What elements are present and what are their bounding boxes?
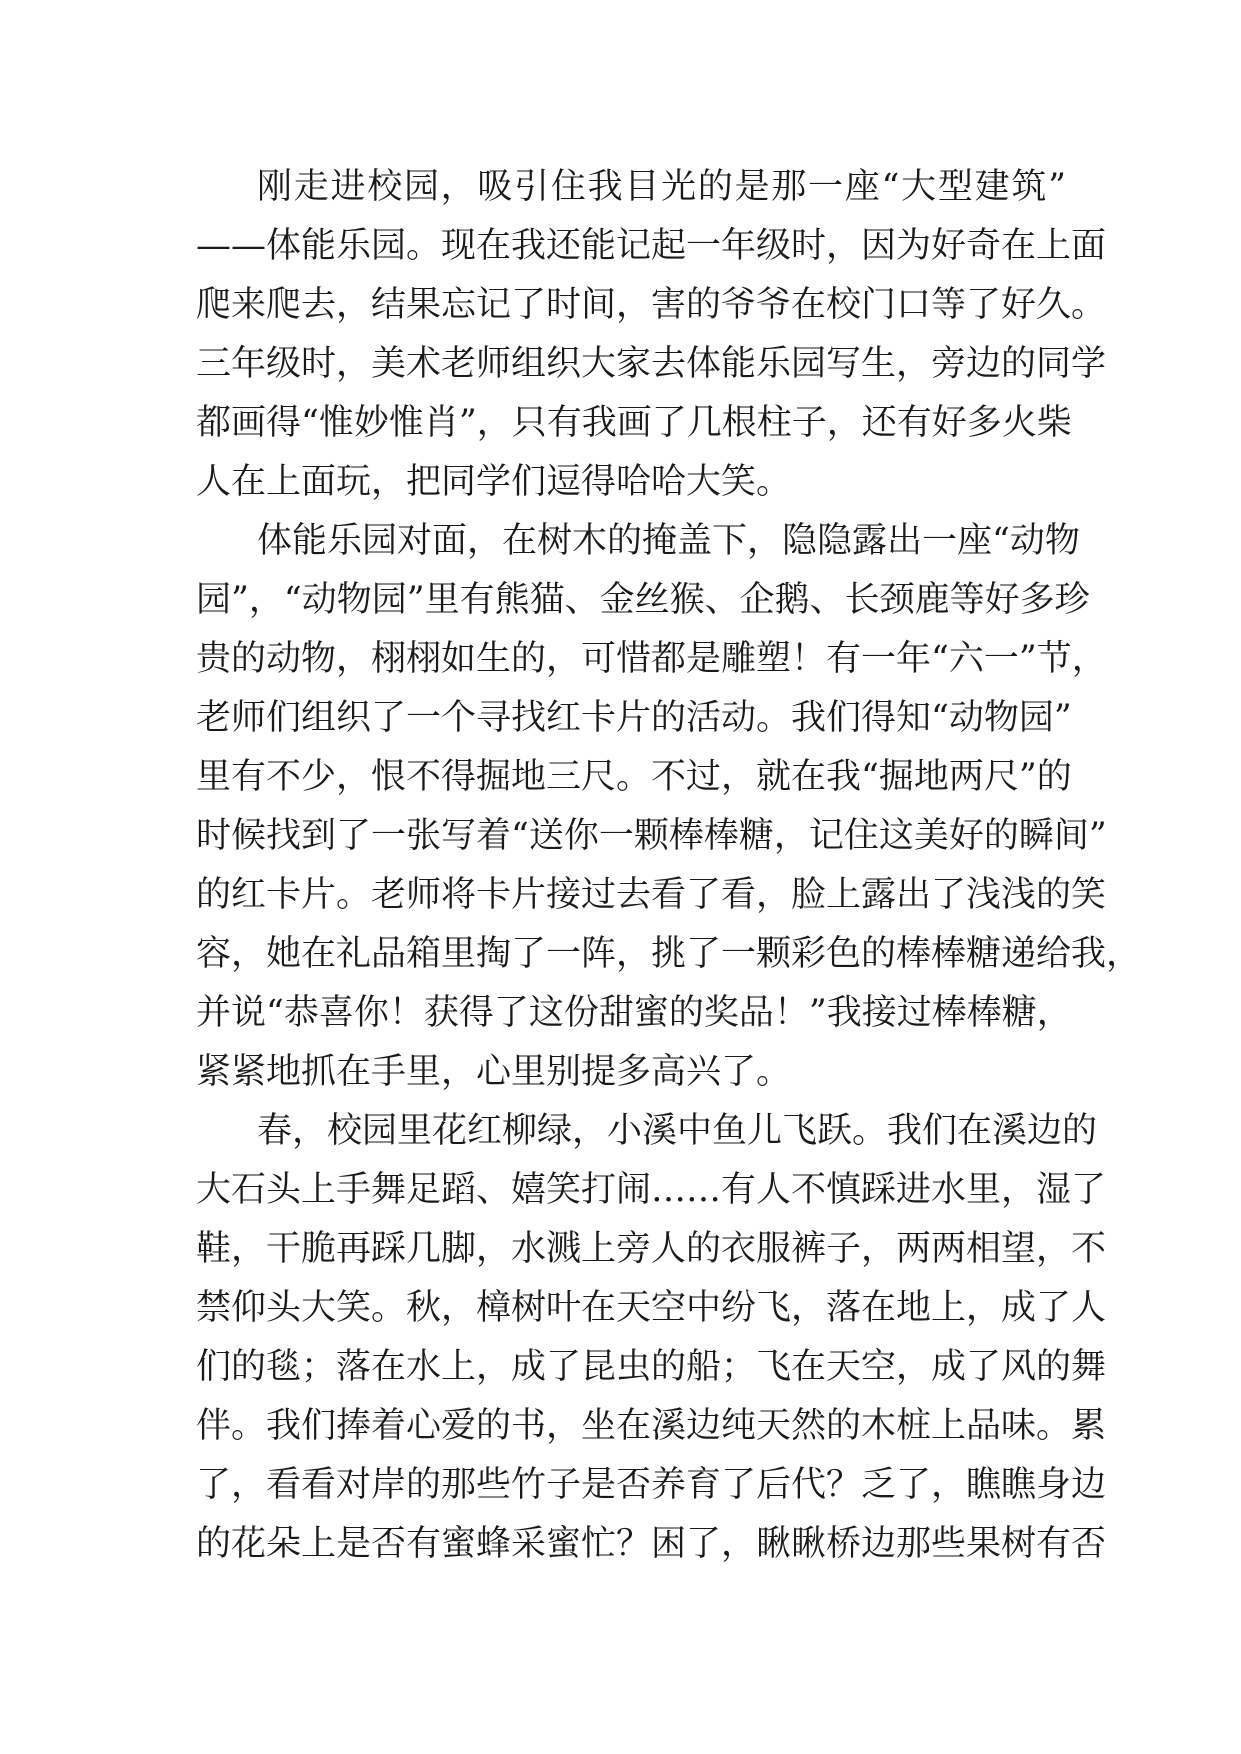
text-line: 老师们组织了一个寻找红卡片的活动。我们得知“动物园” [196, 698, 1072, 738]
text-line: 容，她在礼品箱里掏了一阵，挑了一颗彩色的棒棒糖递给我， [196, 934, 1142, 974]
text-line: 三年级时，美术老师组织大家去体能乐园写生，旁边的同学 [196, 344, 1107, 384]
text-line: 并说“恭喜你！获得了这份甜蜜的奖品！”我接过棒棒糖， [196, 993, 1072, 1033]
paragraph-zoo [196, 512, 1142, 1102]
text-line: 春，校园里花红柳绿，小溪中鱼儿飞跃。我们在溪边的 [257, 1111, 1098, 1151]
text-line: 的花朵上是否有蜜蜂采蜜忙？困了，瞅瞅桥边那些果树有否 [196, 1524, 1107, 1564]
text-line: 贵的动物，栩栩如生的，可惜都是雕塑！有一年“六一”节， [196, 639, 1107, 679]
text-line: 的红卡片。老师将卡片接过去看了看，脸上露出了浅浅的笑 [196, 875, 1107, 915]
essay-body [196, 158, 1142, 1574]
text-line: 们的毯；落在水上，成了昆虫的船；飞在天空，成了风的舞 [196, 1347, 1107, 1387]
text-line: 人在上面玩，把同学们逗得哈哈大笑。 [196, 462, 792, 502]
text-line: 刚走进校园，吸引住我目光的是那一座“大型建筑” [257, 167, 1066, 207]
text-line: 伴。我们捧着心爱的书，坐在溪边纯天然的木桩上品味。累 [196, 1406, 1107, 1446]
paragraph-playground [196, 158, 1107, 512]
text-line: 鞋，干脆再踩几脚，水溅上旁人的衣服裤子，两两相望，不 [196, 1229, 1107, 1269]
text-line: 禁仰头大笑。秋，樟树叶在天空中纷飞，落在地上，成了人 [196, 1288, 1107, 1328]
text-line: 紧紧地抓在手里，心里别提多高兴了。 [196, 1052, 792, 1092]
text-line: 大石头上手舞足蹈、嬉笑打闹……有人不慎踩进水里，湿了 [196, 1170, 1107, 1210]
text-line: 了，看看对岸的那些竹子是否养育了后代？乏了，瞧瞧身边 [196, 1465, 1107, 1505]
text-line: 园”，“动物园”里有熊猫、金丝猴、企鹅、长颈鹿等好多珍 [196, 580, 1090, 620]
paragraph-seasons [196, 1102, 1107, 1574]
text-line: 都画得“惟妙惟肖”，只有我画了几根柱子，还有好多火柴 [196, 403, 1072, 443]
text-line: 里有不少，恨不得掘地三尺。不过，就在我“掘地两尺”的 [196, 757, 1072, 797]
text-line: 时候找到了一张写着“送你一颗棒棒糖，记住这美好的瞬间” [196, 816, 1107, 856]
text-line: 爬来爬去，结果忘记了时间，害的爷爷在校门口等了好久。 [196, 285, 1107, 325]
text-line: 体能乐园对面，在树木的掩盖下，隐隐露出一座“动物 [257, 521, 1080, 561]
text-line: ——体能乐园。现在我还能记起一年级时，因为好奇在上面 [196, 226, 1107, 266]
